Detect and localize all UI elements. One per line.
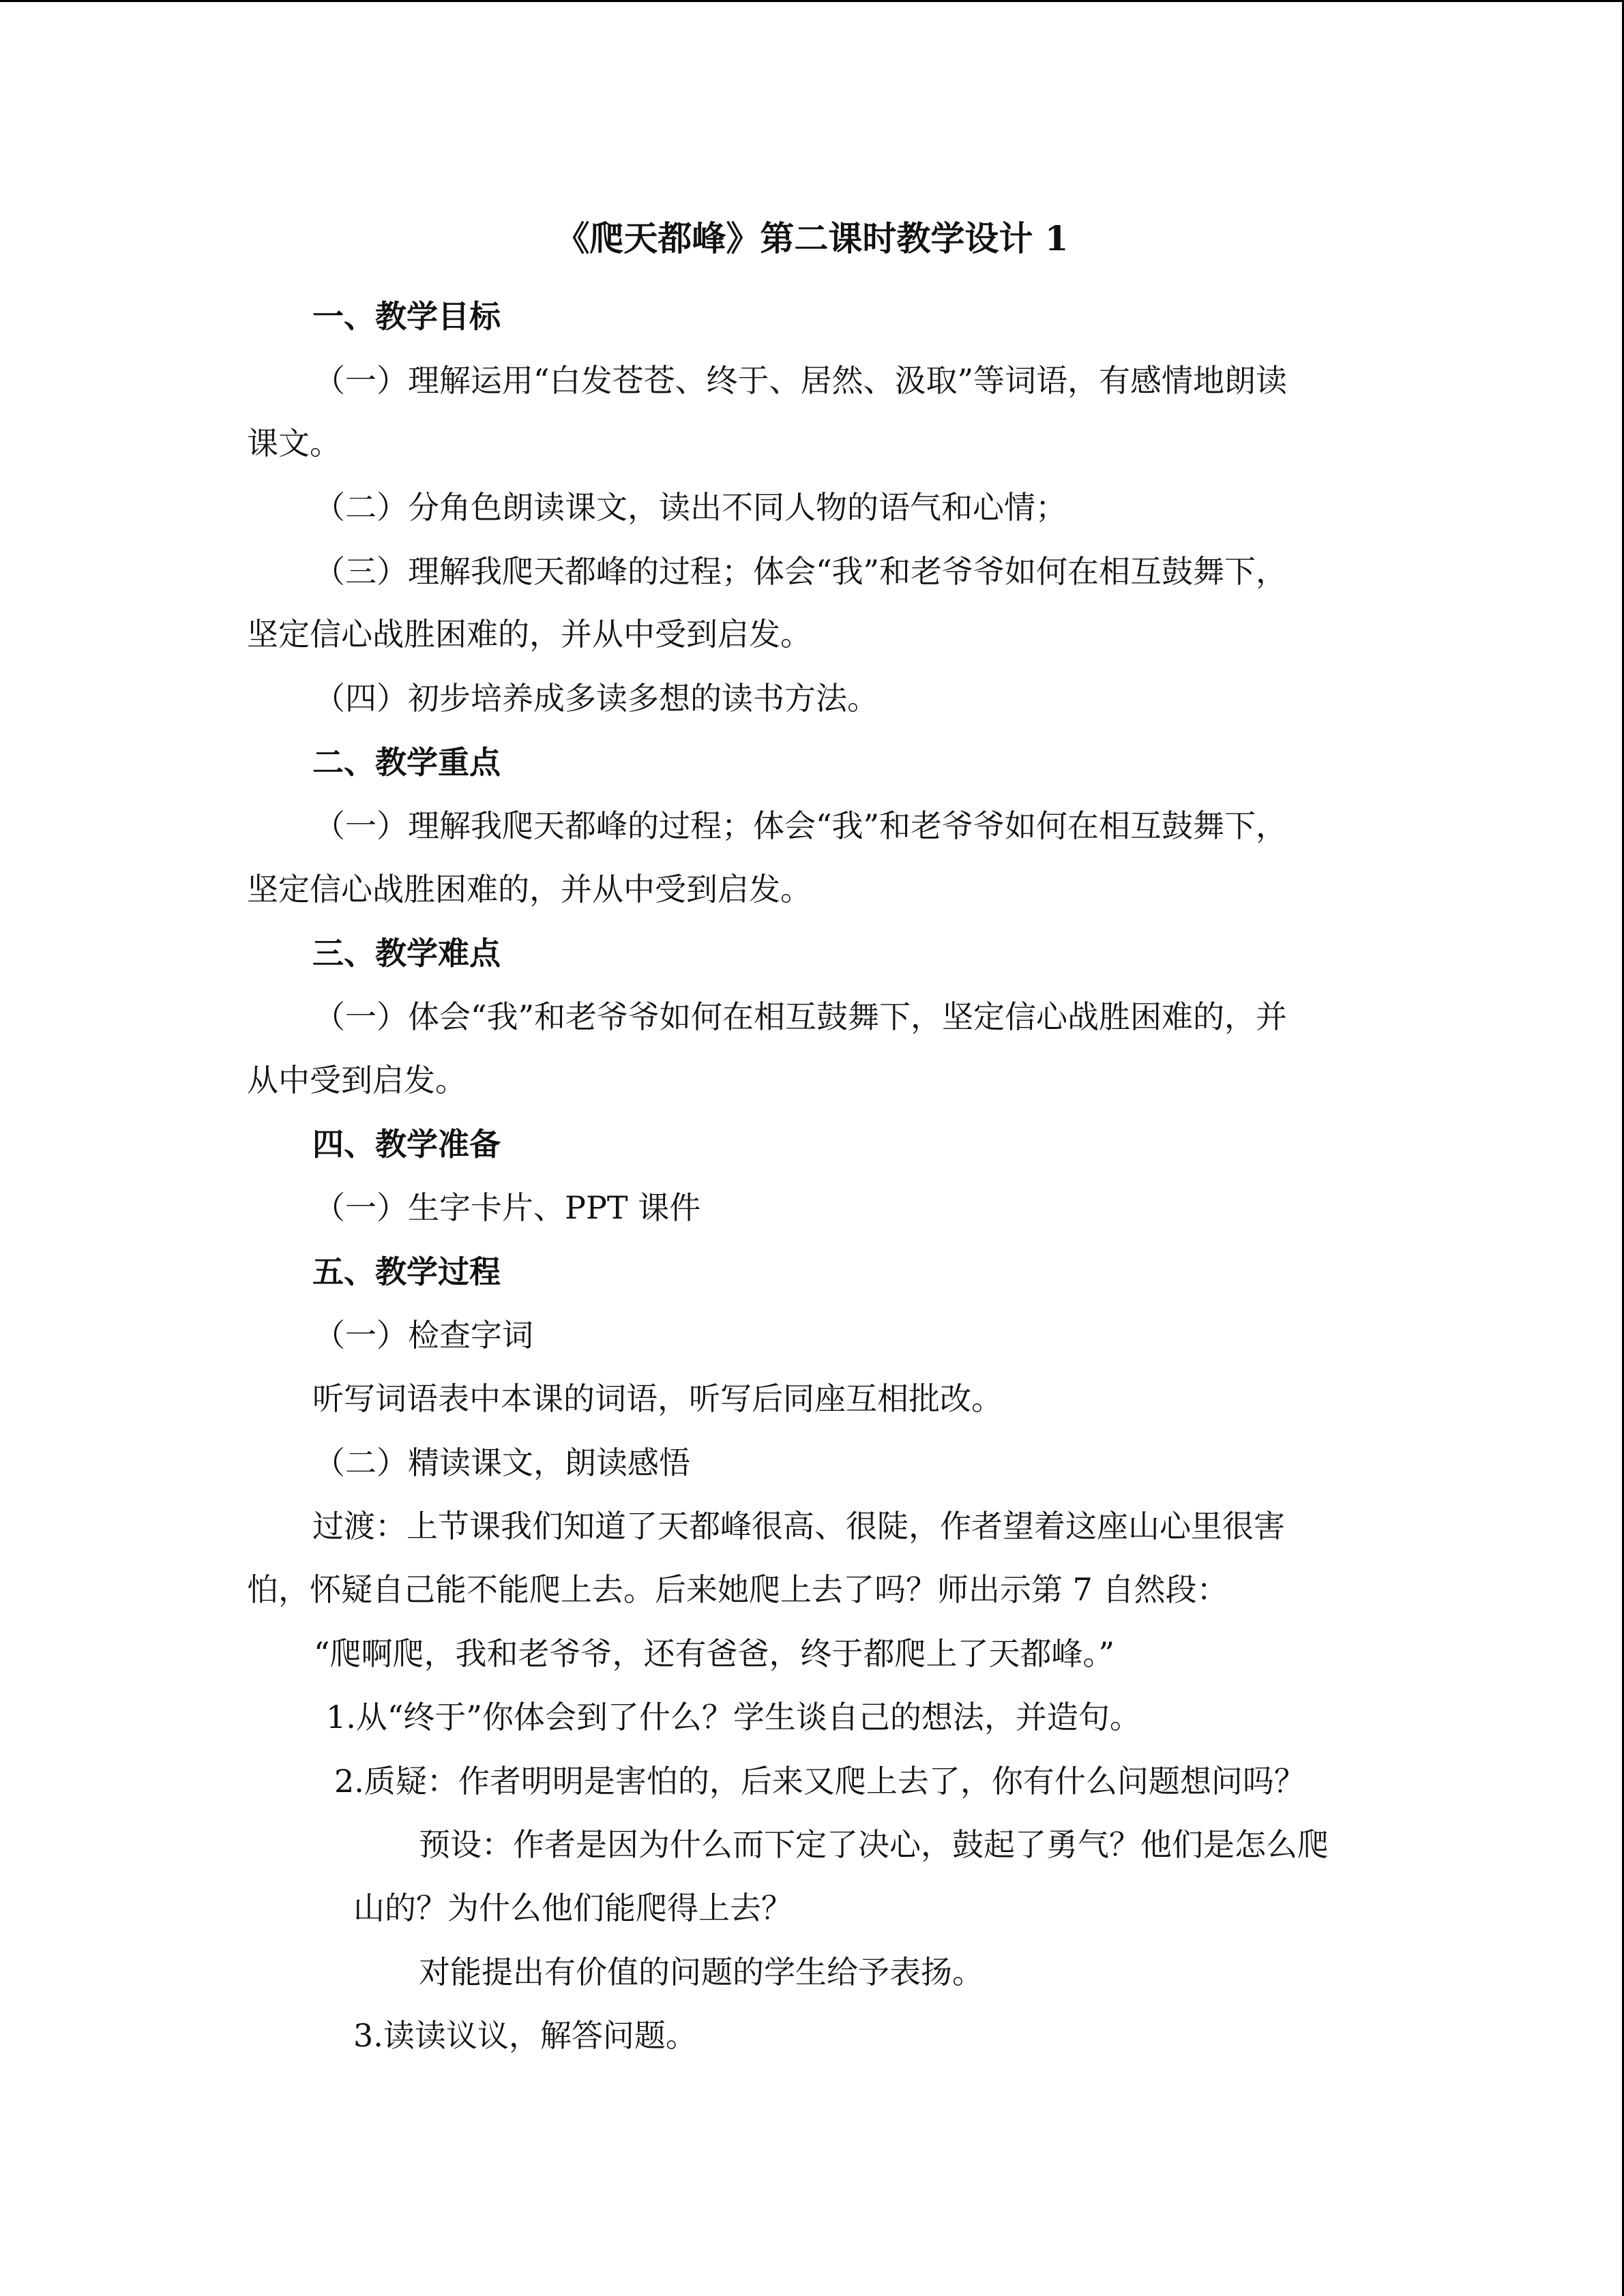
section-heading-process: 五、教学过程: [312, 1253, 501, 1290]
difficulty-item-1-line-1: （一）体会“我”和老爷爷如何在相互鼓舞下，坚定信心战胜困难的，并: [314, 998, 1288, 1035]
question-1: 1.从“终于”你体会到了什么？学生谈自己的想法，并造句。: [326, 1699, 1141, 1735]
difficulty-item-1-line-2: 从中受到启发。: [247, 1062, 467, 1099]
transition-line-2: 怕，怀疑自己能不能爬上去。后来她爬上去了吗？师出示第 7 自然段：: [247, 1571, 1228, 1608]
transition-line-1: 过渡：上节课我们知道了天都峰很高、很陡，作者望着这座山心里很害: [312, 1508, 1285, 1545]
section-heading-preparation: 四、教学准备: [312, 1126, 501, 1163]
goal-item-2: （二）分角色朗读课文，读出不同人物的语气和心情；: [314, 489, 1067, 526]
goal-item-1-line-2: 课文。: [247, 425, 341, 462]
process-step-1-text: 听写词语表中本课的词语，听写后同座互相批改。: [312, 1380, 1003, 1417]
question-3: 3.读读议议，解答问题。: [353, 2017, 697, 2054]
section-heading-difficulties: 三、教学难点: [312, 935, 501, 972]
key-point-item-1-line-2: 坚定信心战胜困难的，并从中受到启发。: [247, 871, 812, 908]
preparation-item-1: （一）生字卡片、PPT 课件: [314, 1189, 701, 1226]
key-point-item-1-line-1: （一）理解我爬天都峰的过程；体会“我”和老爷爷如何在相互鼓舞下，: [314, 807, 1288, 844]
section-heading-key-points: 二、教学重点: [312, 744, 501, 781]
goal-item-3-line-2: 坚定信心战胜困难的，并从中受到启发。: [247, 616, 812, 653]
goal-item-4: （四）初步培养成多读多想的读书方法。: [314, 680, 879, 717]
preset-line-2: 山的？为什么他们能爬得上去？: [353, 1890, 793, 1926]
preset-line-1: 预设：作者是因为什么而下定了决心，鼓起了勇气？他们是怎么爬: [419, 1826, 1329, 1863]
process-step-1: （一）检查字词: [314, 1317, 533, 1354]
praise-line: 对能提出有价值的问题的学生给予表扬。: [419, 1954, 984, 1991]
goal-item-1-line-1: （一）理解运用“白发苍苍、终于、居然、汲取”等词语，有感情地朗读: [314, 362, 1288, 399]
process-step-2: （二）精读课文，朗读感悟: [314, 1444, 690, 1481]
section-heading-goals: 一、教学目标: [312, 298, 501, 335]
question-2: 2.质疑：作者明明是害怕的，后来又爬上去了，你有什么问题想问吗？: [334, 1763, 1305, 1800]
quote-line: “爬啊爬，我和老爷爷，还有爸爸，终于都爬上了天都峰。”: [314, 1635, 1115, 1672]
goal-item-3-line-1: （三）理解我爬天都峰的过程；体会“我”和老爷爷如何在相互鼓舞下，: [314, 553, 1288, 590]
document-title: 《爬天都峰》第二课时教学设计 1: [555, 218, 1069, 258]
